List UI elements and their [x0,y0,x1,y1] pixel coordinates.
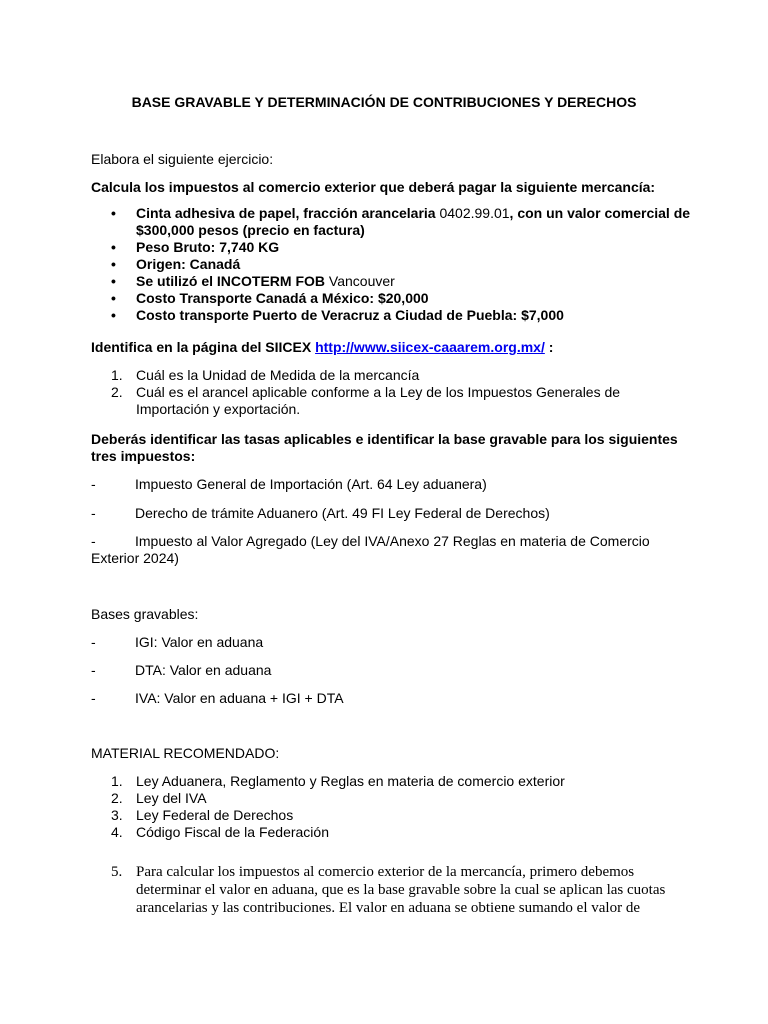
list-item: • Cinta adhesiva de papel, fracción arancelaria 0402.99.01, con un valor comercial de $300,000 pesos (precio en factura) [111,205,691,238]
answer-list [91,863,691,917]
intro-text: Elabora el siguiente ejercicio: [91,151,274,167]
tax-item: - Impuesto General de Importación (Art. 64 Ley aduanera) [91,476,487,492]
list-item: • Se utilizó el INCOTERM FOB Vancouver [111,273,395,289]
bullet-icon: • [111,307,116,323]
material-heading: MATERIAL RECOMENDADO: [91,745,280,761]
siicex-link[interactable]: http://www.siicex-caaarem.org.mx/ [315,339,545,355]
bullet-icon: • [111,205,116,221]
list-item: 1. Ley Aduanera, Reglamento y Reglas en materia de comercio exterior [111,773,565,789]
list-item: • Peso Bruto: 7,740 KG [111,239,280,255]
bullet-icon: • [111,290,116,306]
bullet-icon: • [111,239,116,255]
list-item: 3. Ley Federal de Derechos [111,807,294,823]
task-text: Calcula los impuestos al comercio exterior que deberá pagar la siguiente mercancía: [91,179,656,195]
rates-instruction: Deberás identificar las tasas aplicables e identificar la base gravable para los siguientes tres impuestos: [91,431,678,464]
identify-text: Identifica en la página del SIICEX http://www.siicex-caaarem.org.mx/ : [91,339,554,355]
document-title: BASE GRAVABLE Y DETERMINACIÓN DE CONTRIBUCIONES Y DERECHOS [131,94,637,110]
bullet-icon: • [111,273,116,289]
list-item: 5. Para calcular los impuestos al comercio exterior de la mercancía, primero debemos determinar el valor en aduana, que es la base gravable sobre la cual se aplican las cuotas arancelarias y las contribuciones. El valor en aduana se obtiene sumando el valor de [111,864,666,916]
list-item: • Costo transporte Puerto de Veracruz a Ciudad de Puebla: $7,000 [111,307,564,323]
list-item: • Costo Transporte Canadá a México: $20,000 [111,290,429,306]
material-list [91,773,691,841]
tax-item: - Impuesto al Valor Agregado (Ley del IVA/Anexo 27 Reglas en materia de Comercio Exterior 2024) [91,533,650,566]
base-item: - IVA: Valor en aduana + IGI + DTA [91,690,344,706]
list-item: 2. Ley del IVA [111,790,207,806]
base-item: - IGI: Valor en aduana [91,634,264,650]
bases-heading: Bases gravables: [91,606,199,622]
answer-text: Para calcular los impuestos al comercio exterior de la mercancía, primero debemos determinar el valor en aduana, que es la base gravable sobre la cual se aplican las cuotas arancelarias y las contribuciones. El valor en aduana se obtiene sumando el valor de [136,864,666,916]
list-item: 4. Código Fiscal de la Federación [111,824,329,840]
tariff-code: 0402.99.01 [439,205,510,221]
bullet-icon: • [111,256,116,272]
tax-item: - Derecho de trámite Aduanero (Art. 49 FI Ley Federal de Derechos) [91,505,550,521]
list-item: 2. Cuál es el arancel aplicable conforme a la Ley de los Impuestos Generales de Importación y exportación. [111,384,621,417]
list-item: • Origen: Canadá [111,256,241,272]
base-item: - DTA: Valor en aduana [91,662,272,678]
list-item: 1. Cuál es la Unidad de Medida de la mercancía [111,367,420,383]
merchandise-list [91,205,691,324]
identify-list [91,367,691,418]
